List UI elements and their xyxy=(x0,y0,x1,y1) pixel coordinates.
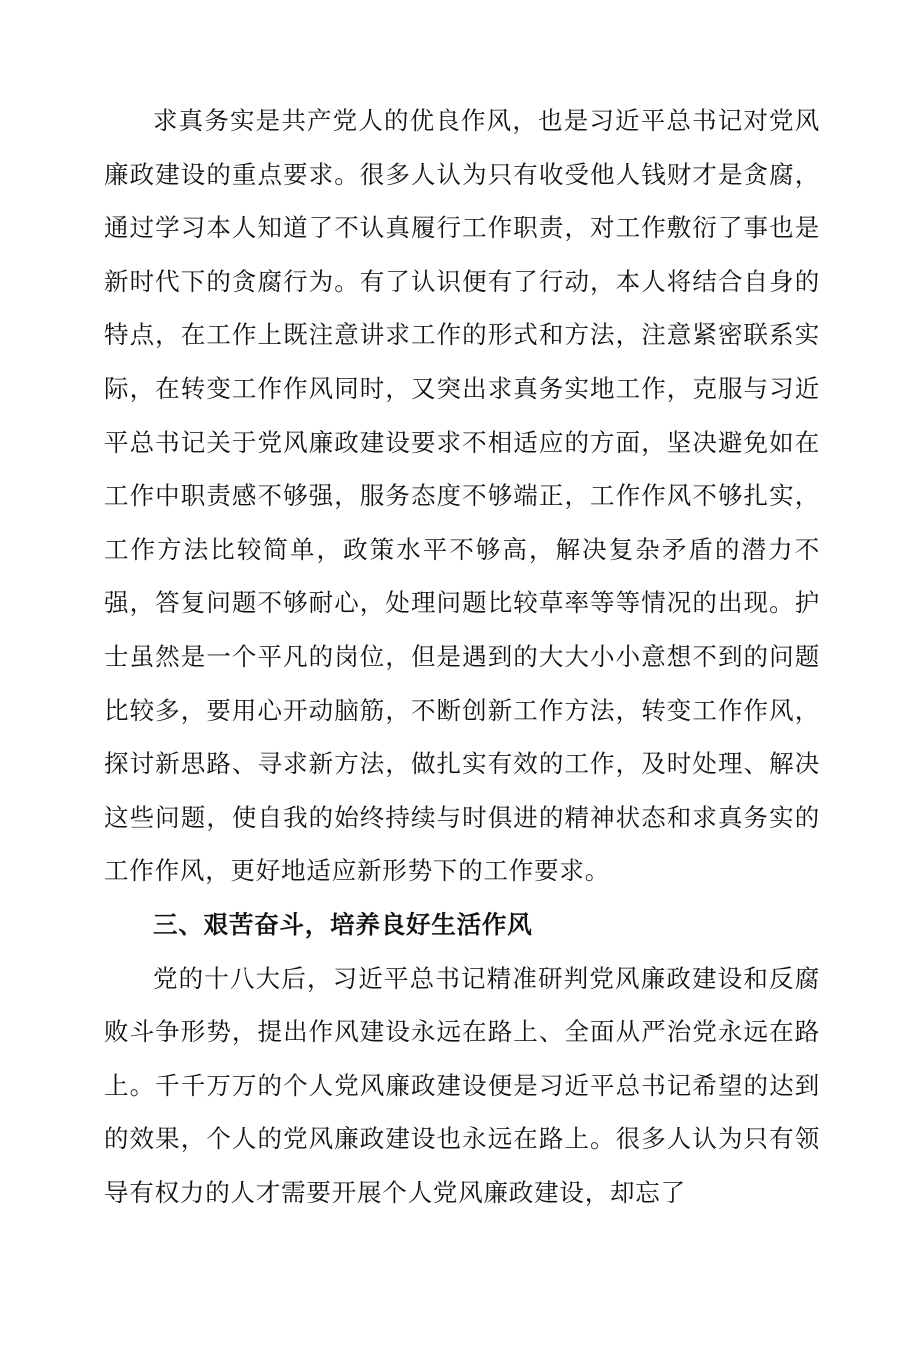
document-body xyxy=(104,94,820,1219)
paragraph-eighteenth-congress: 党的十八大后，习近平总书记精准研判党风廉政建设和反腐败斗争形势，提出作风建设永远在路上、全面从严治党永远在路上。千千万万的个人党风廉政建设便是习近平总书记希望的达到的效果，个人的党风廉政建设也永远在路上。很多人认为只有领导有权力的人才需要开展个人党风廉政建设，却忘了 xyxy=(104,963,820,1207)
paragraph-seek-truth: 求真务实是共产党人的优良作风，也是习近平总书记对党风廉政建设的重点要求。很多人认为只有收受他人钱财才是贪腐，通过学习本人知道了不认真履行工作职责，对工作敷衍了事也是新时代下的贪腐行为。有了认识便有了行动，本人将结合自身的特点，在工作上既注意讲求工作的形式和方法，注意紧密联系实际，在转变工作作风同时，又突出求真务实地工作，克服与习近平总书记关于党风廉政建设要求不相适应的方面，坚决避免如在工作中职责感不够强，服务态度不够端正，工作作风不够扎实，工作方法比较简单，政策水平不够高，解决复杂矛盾的潜力不强，答复问题不够耐心，处理问题比较草率等等情况的出现。护士虽然是一个平凡的岗位，但是遇到的大大小小意想不到的问题比较多，要用心开动脑筋，不断创新工作方法，转变工作作风，探讨新思路、寻求新方法，做扎实有效的工作，及时处理、解决这些问题，使自我的始终持续与时俱进的精神状态和求真务实的工作作风，更好地适应新形势下的工作要求。 xyxy=(104,106,820,886)
section-heading-hard-work: 三、艰苦奋斗，培养良好生活作风 xyxy=(153,909,533,939)
